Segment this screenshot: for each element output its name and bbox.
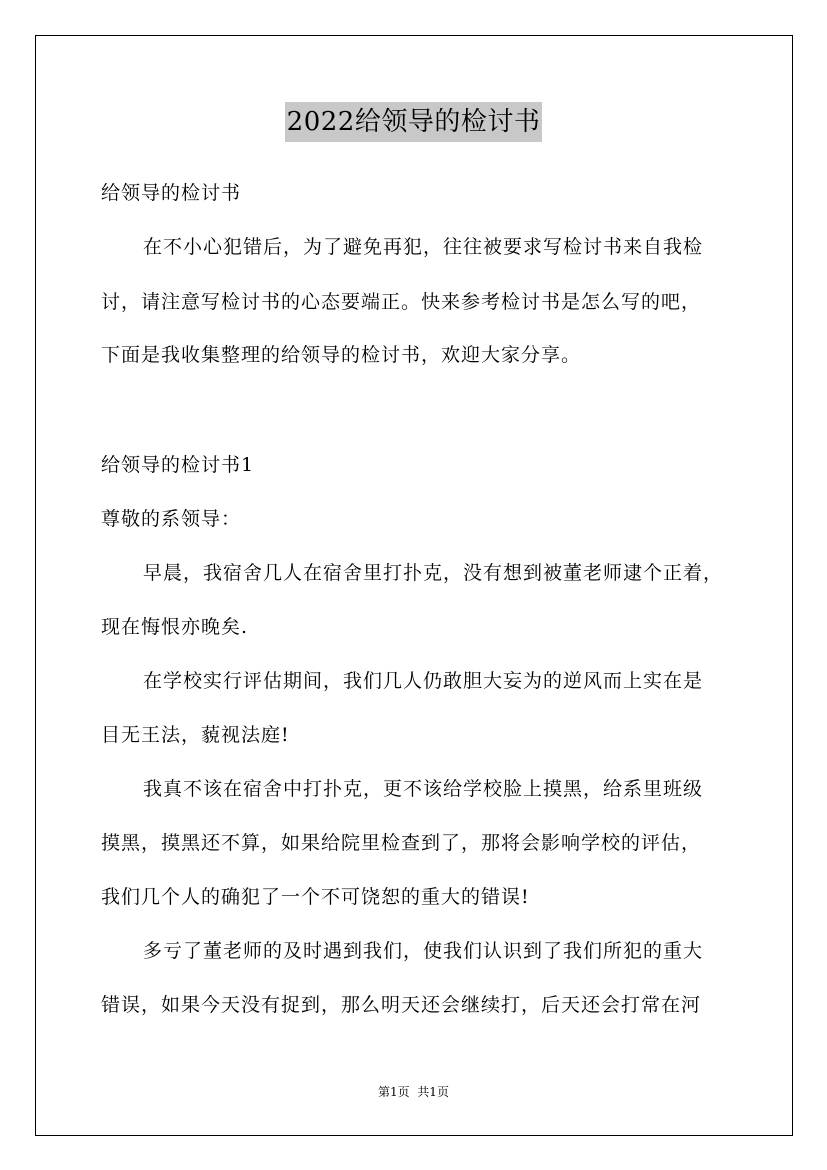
salutation: 尊敬的系领导： bbox=[101, 508, 242, 530]
body-line-2: 现在悔恨亦晚矣. bbox=[101, 616, 249, 638]
title-container bbox=[0, 102, 827, 142]
body-line-6: 摸黑，摸黑还不算，如果给院里检查到了，那将会影响学校的评估， bbox=[101, 832, 702, 854]
body-line-8: 多亏了董老师的及时遇到我们，使我们认识到了我们所犯的重大 bbox=[143, 940, 704, 962]
body-line-4: 目无王法，藐视法庭! bbox=[101, 724, 290, 746]
document-title: 2022给领导的检讨书 bbox=[285, 102, 543, 142]
body-line-5: 我真不该在宿舍中打扑克，更不该给学校脸上摸黑，给系里班级 bbox=[143, 778, 704, 800]
body-line-3: 在学校实行评估期间，我们几人仍敢胆大妄为的逆风而上实在是 bbox=[143, 670, 704, 692]
page-number-footer: 第1页 共1页 bbox=[378, 1085, 449, 1099]
subtitle: 给领导的检讨书 bbox=[101, 182, 242, 204]
intro-line-1: 在不小心犯错后，为了避免再犯，往往被要求写检讨书来自我检 bbox=[143, 236, 704, 258]
intro-line-3: 下面是我收集整理的给领导的检讨书，欢迎大家分享。 bbox=[101, 344, 582, 366]
body-line-9: 错误，如果今天没有捉到，那么明天还会继续打，后天还会打常在河 bbox=[101, 994, 702, 1016]
body-line-1: 早晨，我宿舍几人在宿舍里打扑克，没有想到被董老师逮个正着， bbox=[143, 562, 724, 584]
intro-line-2: 讨，请注意写检讨书的心态要端正。快来参考检讨书是怎么写的吧， bbox=[101, 291, 702, 313]
section-heading: 给领导的检讨书1 bbox=[101, 454, 255, 476]
body-line-7: 我们几个人的确犯了一个不可饶恕的重大的错误! bbox=[101, 886, 530, 908]
